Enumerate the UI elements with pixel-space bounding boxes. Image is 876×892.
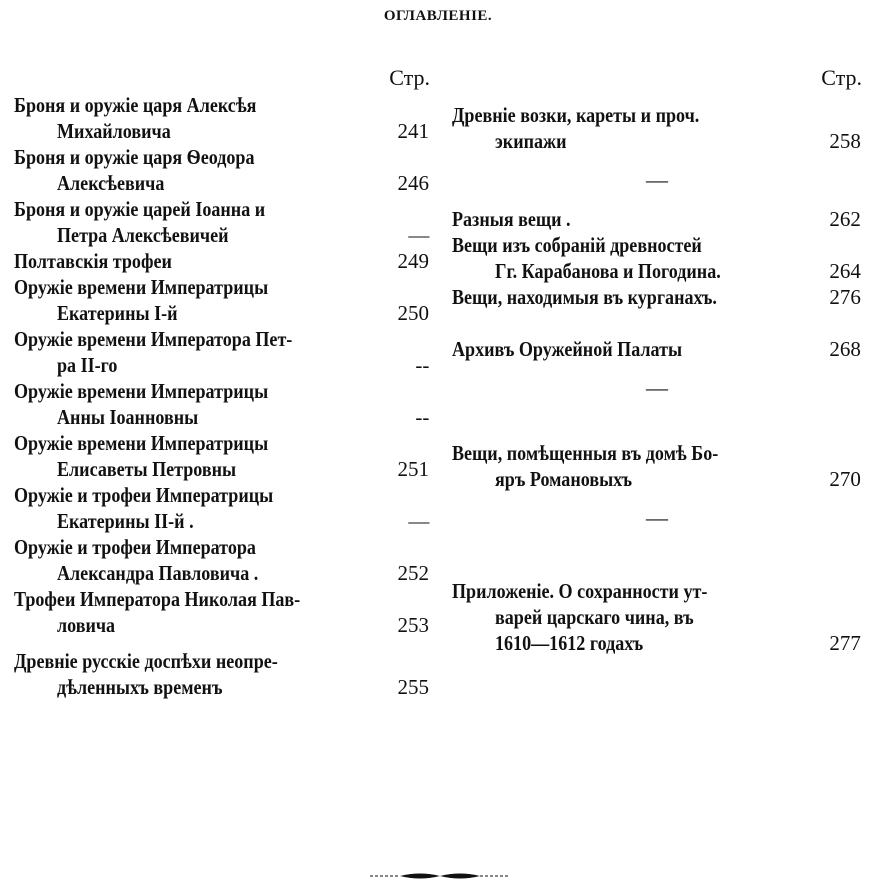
entry-page: 246 bbox=[397, 171, 429, 195]
entry-title: Архивъ Оружейной Палаты bbox=[452, 337, 683, 361]
entry-title-cont: Михайловича bbox=[57, 119, 171, 143]
toc-entry bbox=[452, 440, 861, 492]
toc-entry bbox=[14, 534, 429, 586]
entry-title: Древніе русскіе доспѣхи неопре- bbox=[14, 649, 278, 673]
entry-title: Полтавскія трофеи bbox=[14, 249, 172, 273]
entry-title: Вещи, находимыя въ курганахъ. bbox=[452, 285, 717, 309]
entry-title: Разныя вещи . bbox=[452, 207, 571, 231]
entry-title: Трофеи Императора Николая Пав- bbox=[14, 587, 301, 611]
entry-title: Оружіе и трофеи Императрицы bbox=[14, 483, 274, 507]
page-column-header: Стр. bbox=[821, 65, 862, 90]
toc-entry bbox=[14, 648, 429, 700]
entry-title-cont: 1610—1612 годахъ bbox=[495, 631, 644, 655]
entry-title-cont: Петра Алексѣевичей bbox=[57, 223, 229, 247]
entry-page: — bbox=[407, 509, 429, 533]
toc-entry bbox=[14, 144, 429, 196]
entry-title-cont: варей царскаго чина, въ bbox=[495, 605, 694, 629]
entry-page: -- bbox=[414, 353, 429, 377]
entry-title: Вещи изъ собраній древностей bbox=[452, 233, 702, 257]
entry-page: 253 bbox=[397, 613, 429, 637]
entry-title-cont: Екатерины I-й bbox=[57, 301, 178, 325]
entry-title: Вещи, помѣщенныя въ домѣ Бо- bbox=[452, 441, 719, 465]
entry-title-cont: Елисаветы Петровны bbox=[57, 457, 237, 481]
entry-page: 276 bbox=[829, 285, 862, 309]
toc-entry bbox=[452, 578, 861, 656]
toc-entry bbox=[14, 326, 429, 378]
entry-page: -- bbox=[414, 405, 429, 429]
entry-title: Броня и оружіе царя Ѳеодора bbox=[14, 145, 255, 169]
entry-title: Броня и оружіе царя Алексѣя bbox=[14, 93, 257, 117]
entry-title-cont: Анны Іоанновны bbox=[57, 405, 199, 429]
page-title: ОГЛАВЛЕНІЕ. bbox=[383, 8, 493, 24]
entry-title: Древніе возки, кареты и проч. bbox=[452, 103, 700, 127]
entry-title-cont: яръ Романовыхъ bbox=[495, 467, 633, 491]
entry-title-cont: Алексѣевича bbox=[57, 171, 165, 195]
entry-title: Броня и оружіе царей Іоанна и bbox=[14, 197, 266, 221]
entry-page: 270 bbox=[829, 467, 862, 491]
entry-page: 250 bbox=[397, 301, 429, 325]
entry-title-cont: дѣленныхъ временъ bbox=[57, 675, 223, 699]
toc-entry bbox=[14, 92, 429, 144]
toc-entry bbox=[452, 232, 861, 284]
toc-entry bbox=[452, 336, 861, 362]
entry-page: 258 bbox=[829, 129, 862, 153]
toc-entry bbox=[14, 196, 429, 248]
entry-page: 264 bbox=[829, 259, 862, 283]
entry-title-cont: Александра Павловича . bbox=[57, 561, 259, 585]
page-column-header: Стр. bbox=[389, 65, 430, 90]
toc-entry bbox=[452, 102, 861, 154]
separator-dash: — bbox=[646, 375, 668, 400]
entry-title: Оружіе и трофеи Императора bbox=[14, 535, 256, 559]
toc-entry bbox=[14, 248, 429, 274]
entry-page: 252 bbox=[397, 561, 429, 585]
entry-page: 255 bbox=[397, 675, 429, 699]
toc-entry bbox=[14, 430, 429, 482]
toc-entry bbox=[14, 274, 429, 326]
toc-entry bbox=[452, 206, 861, 232]
toc-entry bbox=[452, 284, 861, 310]
entry-page: 268 bbox=[829, 337, 862, 361]
entry-page: 249 bbox=[397, 249, 429, 273]
toc-entry bbox=[14, 482, 429, 534]
entry-page: 251 bbox=[397, 457, 429, 481]
entry-page: 241 bbox=[397, 119, 429, 143]
entry-page: 262 bbox=[829, 207, 862, 231]
entry-title-cont: экипажи bbox=[495, 129, 567, 153]
entry-page: 277 bbox=[829, 631, 862, 655]
toc-right-column bbox=[452, 64, 862, 656]
entry-title-cont: Гг. Карабанова и Погодина. bbox=[495, 259, 721, 283]
separator-dash: — bbox=[646, 505, 668, 530]
entry-title: Оружіе времени Императрицы bbox=[14, 379, 269, 403]
entry-title: Оружіе времени Императрицы bbox=[14, 431, 269, 455]
entry-title-cont: Екатерины II-й . bbox=[57, 509, 194, 533]
entry-title: Оружіе времени Императора Пет- bbox=[14, 327, 293, 351]
ornament-divider bbox=[370, 870, 510, 882]
toc-entry bbox=[14, 378, 429, 430]
toc-entry bbox=[14, 586, 429, 638]
toc-left-column bbox=[14, 64, 430, 700]
entry-page: — bbox=[407, 223, 429, 247]
entry-title: Оружіе времени Императрицы bbox=[14, 275, 269, 299]
entry-title: Приложеніе. О сохранности ут- bbox=[452, 579, 708, 603]
entry-title-cont: ра II-го bbox=[57, 353, 118, 377]
separator-dash: — bbox=[646, 167, 668, 192]
entry-title-cont: ловича bbox=[57, 613, 116, 637]
